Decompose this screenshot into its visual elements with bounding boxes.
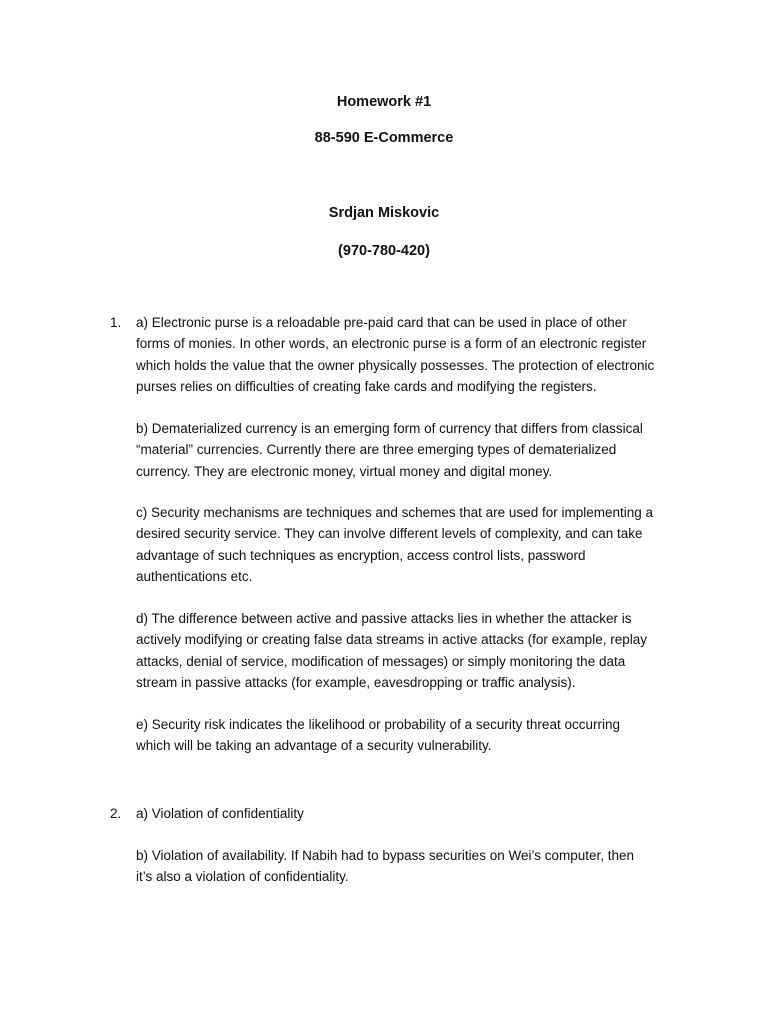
answer-line: forms of monies. In other words, an electronic purse is a form of an electronic register	[136, 336, 647, 352]
answer-2b	[136, 845, 684, 888]
answer-line: authentications etc.	[136, 568, 253, 584]
document-title: Homework #1	[336, 94, 432, 110]
answer-line: e) Security risk indicates the likelihood or probability of a security threat occurring	[136, 717, 620, 732]
answer-1a	[136, 312, 684, 397]
answer-line: which will be taking an advantage of a security vulnerability.	[136, 738, 492, 754]
answer-line: it’s also a violation of confidentiality.	[136, 869, 349, 885]
answer-1b	[136, 418, 684, 482]
student-id: (970-780-420)	[338, 243, 430, 259]
answer-line: b) Violation of availability. If Nabih had to bypass securities on Wei’s computer, then	[136, 848, 635, 863]
course-name: 88-590 E-Commerce	[314, 130, 454, 146]
answer-line: d) The difference between active and passive attacks lies in whether the attacker is	[136, 611, 632, 626]
answer-2a	[136, 803, 684, 824]
answer-line: a) Violation of confidentiality	[136, 806, 304, 821]
answer-line: stream in passive attacks (for example, eavesdropping or traffic analysis).	[136, 674, 576, 690]
answer-1c	[136, 502, 684, 587]
answer-line: b) Dematerialized currency is an emerging form of currency that differs from classical	[136, 421, 643, 436]
question-number: 2.	[110, 806, 122, 821]
answer-1d	[136, 608, 684, 693]
answer-line: currency. They are electronic money, virtual money and digital money.	[136, 463, 553, 479]
answer-line: purses relies on difficulties of creating fake cards and modifying the registers.	[136, 378, 597, 394]
author-name: Srdjan Miskovic	[328, 205, 440, 221]
answer-line: advantage of such techniques as encryption, access control lists, password	[136, 547, 586, 563]
answer-line: which holds the value that the owner physically possesses. The protection of electronic	[136, 357, 655, 373]
answer-1e	[136, 714, 684, 757]
answer-line: actively modifying or creating false data streams in active attacks (for example, replay	[136, 632, 647, 648]
answer-line: “material” currencies. Currently there are three emerging types of dematerialized	[136, 442, 617, 458]
question-number: 1.	[110, 315, 122, 330]
answer-line: attacks, denial of service, modification of messages) or simply monitoring the data	[136, 653, 626, 669]
answer-line: desired security service. They can involve different levels of complexity, and can take	[136, 526, 643, 542]
answer-line: a) Electronic purse is a reloadable pre-paid card that can be used in place of other	[136, 315, 627, 330]
answer-line: c) Security mechanisms are techniques and schemes that are used for implementing a	[136, 505, 654, 520]
